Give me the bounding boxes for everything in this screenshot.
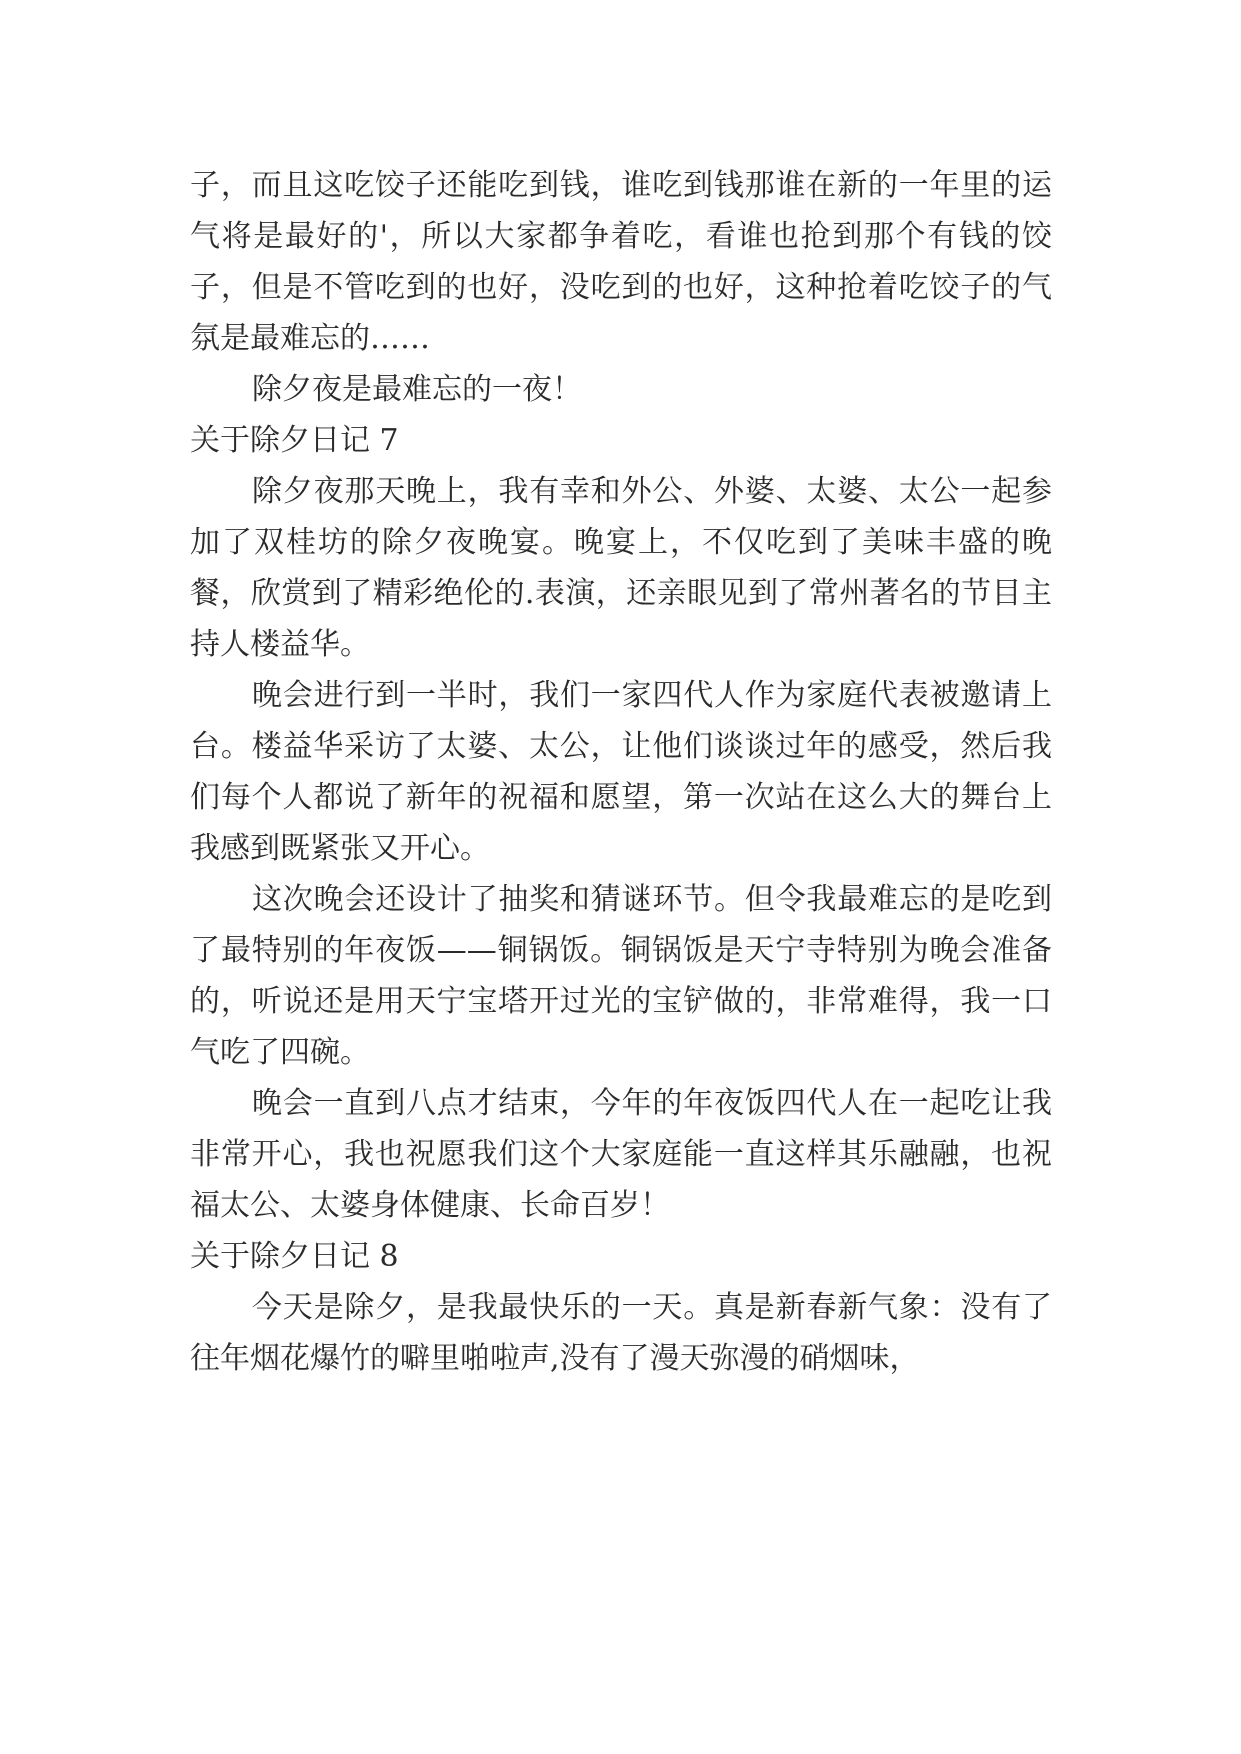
diary-heading-8: 关于除夕日记 8 bbox=[190, 1239, 399, 1274]
paragraph-copper-pot-rice: 这次晚会还设计了抽奖和猜谜环节。但令我最难忘的是吃到了最特别的年夜饭——铜锅饭。铜锅饭是天宁寺特别为晚会准备的，听说还是用天宁宝塔开过光的宝铲做的，非常难得，我一口气吃了四碗。 bbox=[190, 882, 1052, 1070]
paragraph-new-year-eve: 今天是除夕，是我最快乐的一天。真是新春新气象：没有了往年烟花爆竹的噼里啪啦声,没有了漫天弥漫的硝烟味， bbox=[190, 1290, 1052, 1376]
document-body bbox=[190, 160, 1052, 1384]
paragraph-on-stage: 晚会进行到一半时，我们一家四代人作为家庭代表被邀请上台。楼益华采访了太婆、太公，让他们谈谈过年的感受，然后我们每个人都说了新年的祝福和愿望，第一次站在这么大的舞台上我感到既紧张又开心。 bbox=[190, 678, 1052, 866]
paragraph-most-memorable-night: 除夕夜是最难忘的一夜！ bbox=[252, 372, 582, 407]
diary-heading-7: 关于除夕日记 7 bbox=[190, 423, 399, 458]
paragraph-banquet: 除夕夜那天晚上，我有幸和外公、外婆、太婆、太公一起参加了双桂坊的除夕夜晚宴。晚宴上，不仅吃到了美味丰盛的晚餐，欣赏到了精彩绝伦的.表演，还亲眼见到了常州著名的节目主持人楼益华。 bbox=[190, 474, 1052, 662]
paragraph-party-end: 晚会一直到八点才结束，今年的年夜饭四代人在一起吃让我非常开心，我也祝愿我们这个大家庭能一直这样其乐融融，也祝福太公、太婆身体健康、长命百岁！ bbox=[190, 1086, 1052, 1223]
paragraph-dumpling-ending: 子，而且这吃饺子还能吃到钱，谁吃到钱那谁在新的一年里的运气将是最好的'，所以大家都争着吃，看谁也抢到那个有钱的饺子，但是不管吃到的也好，没吃到的也好，这种抢着吃饺子的气氛是最难忘的…… bbox=[190, 168, 1052, 356]
